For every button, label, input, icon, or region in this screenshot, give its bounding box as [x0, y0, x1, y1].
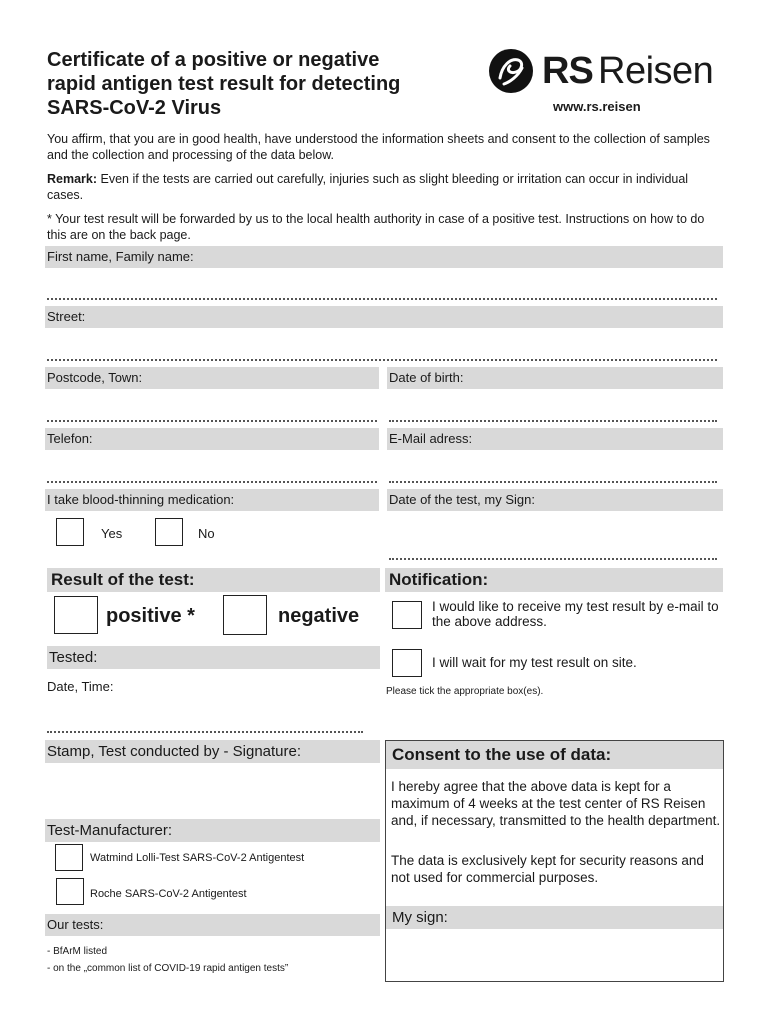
logo-reisen-text: Reisen	[598, 50, 714, 92]
rs-logo-icon	[488, 48, 534, 94]
negative-label: negative	[278, 605, 360, 627]
name-field[interactable]	[47, 298, 717, 300]
postcode-field[interactable]	[47, 420, 377, 422]
consent-heading: Consent to the use of data:	[386, 741, 723, 769]
bfarm-note: - BfArM listed	[47, 946, 108, 957]
title-line-3: SARS-CoV-2 Virus	[47, 97, 222, 119]
roche-checkbox[interactable]	[56, 878, 84, 905]
my-sign-label: My sign:	[386, 906, 723, 929]
dob-label: Date of birth:	[387, 367, 723, 389]
consent-text-2: The data is exclusively kept for security reasons and not used for commercial purposes.	[391, 853, 704, 885]
consent-box	[385, 740, 724, 982]
dob-field[interactable]	[389, 420, 717, 422]
blood-thinning-label: I take blood-thinning medication:	[45, 489, 379, 511]
manufacturer-label: Test-Manufacturer:	[45, 819, 380, 842]
consent-text-1: I hereby agree that the above data is kept for a maximum of 4 weeks at the test center of RS Reisen and, if necessary, transmitted to the health department.	[391, 779, 721, 828]
logo-rs-text: RS	[542, 50, 593, 92]
title-line-1: Certificate of a positive or negative	[47, 49, 380, 71]
remark-text: Even if the tests are carried out carefully, injuries such as slight bleeding or irritation can occur in individual cases.	[47, 172, 689, 202]
title-line-2: rapid antigen test result for detecting	[47, 73, 401, 95]
watmind-label: Watmind Lolli-Test SARS-CoV-2 Antigentest	[90, 852, 305, 864]
date-time-field[interactable]	[47, 731, 363, 733]
phone-label: Telefon:	[45, 428, 379, 450]
rs-reisen-logo	[488, 46, 728, 96]
email-result-checkbox[interactable]	[392, 601, 422, 629]
my-sign-field[interactable]	[386, 929, 723, 981]
forward-note: * Your test result will be forwarded by us to the local health authority in case of a positive test. Instructions on how to do this are on the back page.	[47, 212, 705, 242]
remark-paragraph	[47, 171, 727, 203]
covid-list-note: - on the „common list of COVID-19 rapid antigen tests”	[47, 963, 289, 974]
test-date-sign-field[interactable]	[389, 558, 717, 560]
tick-hint: Please tick the appropriate box(es).	[386, 686, 544, 697]
no-label: No	[198, 526, 215, 541]
email-label: E-Mail adress:	[387, 428, 723, 450]
street-label: Street:	[45, 306, 723, 328]
test-date-label: Date of the test, my Sign:	[387, 489, 723, 511]
phone-field[interactable]	[47, 481, 377, 483]
website-url: www.rs.reisen	[553, 99, 641, 114]
date-time-label: Date, Time:	[47, 679, 114, 694]
our-tests-label: Our tests:	[45, 914, 380, 936]
notification-heading: Notification:	[385, 568, 723, 592]
wait-on-site-label: I will wait for my test result on site.	[432, 655, 637, 670]
postcode-label: Postcode, Town:	[45, 367, 379, 389]
result-heading: Result of the test:	[47, 568, 380, 592]
email-result-label: I would like to receive my test result by e-mail to the above address.	[432, 599, 719, 629]
negative-checkbox[interactable]	[223, 595, 267, 635]
positive-label: positive *	[106, 605, 195, 627]
yes-label: Yes	[101, 526, 123, 541]
watmind-checkbox[interactable]	[55, 844, 83, 871]
street-field[interactable]	[47, 359, 717, 361]
affirm-text: You affirm, that you are in good health, have understood the information sheets and consent to the collection of samples and the collection and processing of the data below.	[47, 132, 710, 162]
remark-label: Remark:	[47, 172, 98, 186]
yes-checkbox[interactable]	[56, 518, 84, 546]
email-field[interactable]	[389, 481, 717, 483]
tested-label: Tested:	[47, 646, 380, 669]
roche-label: Roche SARS-CoV-2 Antigentest	[90, 888, 247, 900]
document-title	[47, 48, 477, 120]
wait-on-site-checkbox[interactable]	[392, 649, 422, 677]
no-checkbox[interactable]	[155, 518, 183, 546]
positive-checkbox[interactable]	[54, 596, 98, 634]
stamp-label: Stamp, Test conducted by - Signature:	[45, 740, 380, 763]
name-label: First name, Family name:	[45, 246, 723, 268]
